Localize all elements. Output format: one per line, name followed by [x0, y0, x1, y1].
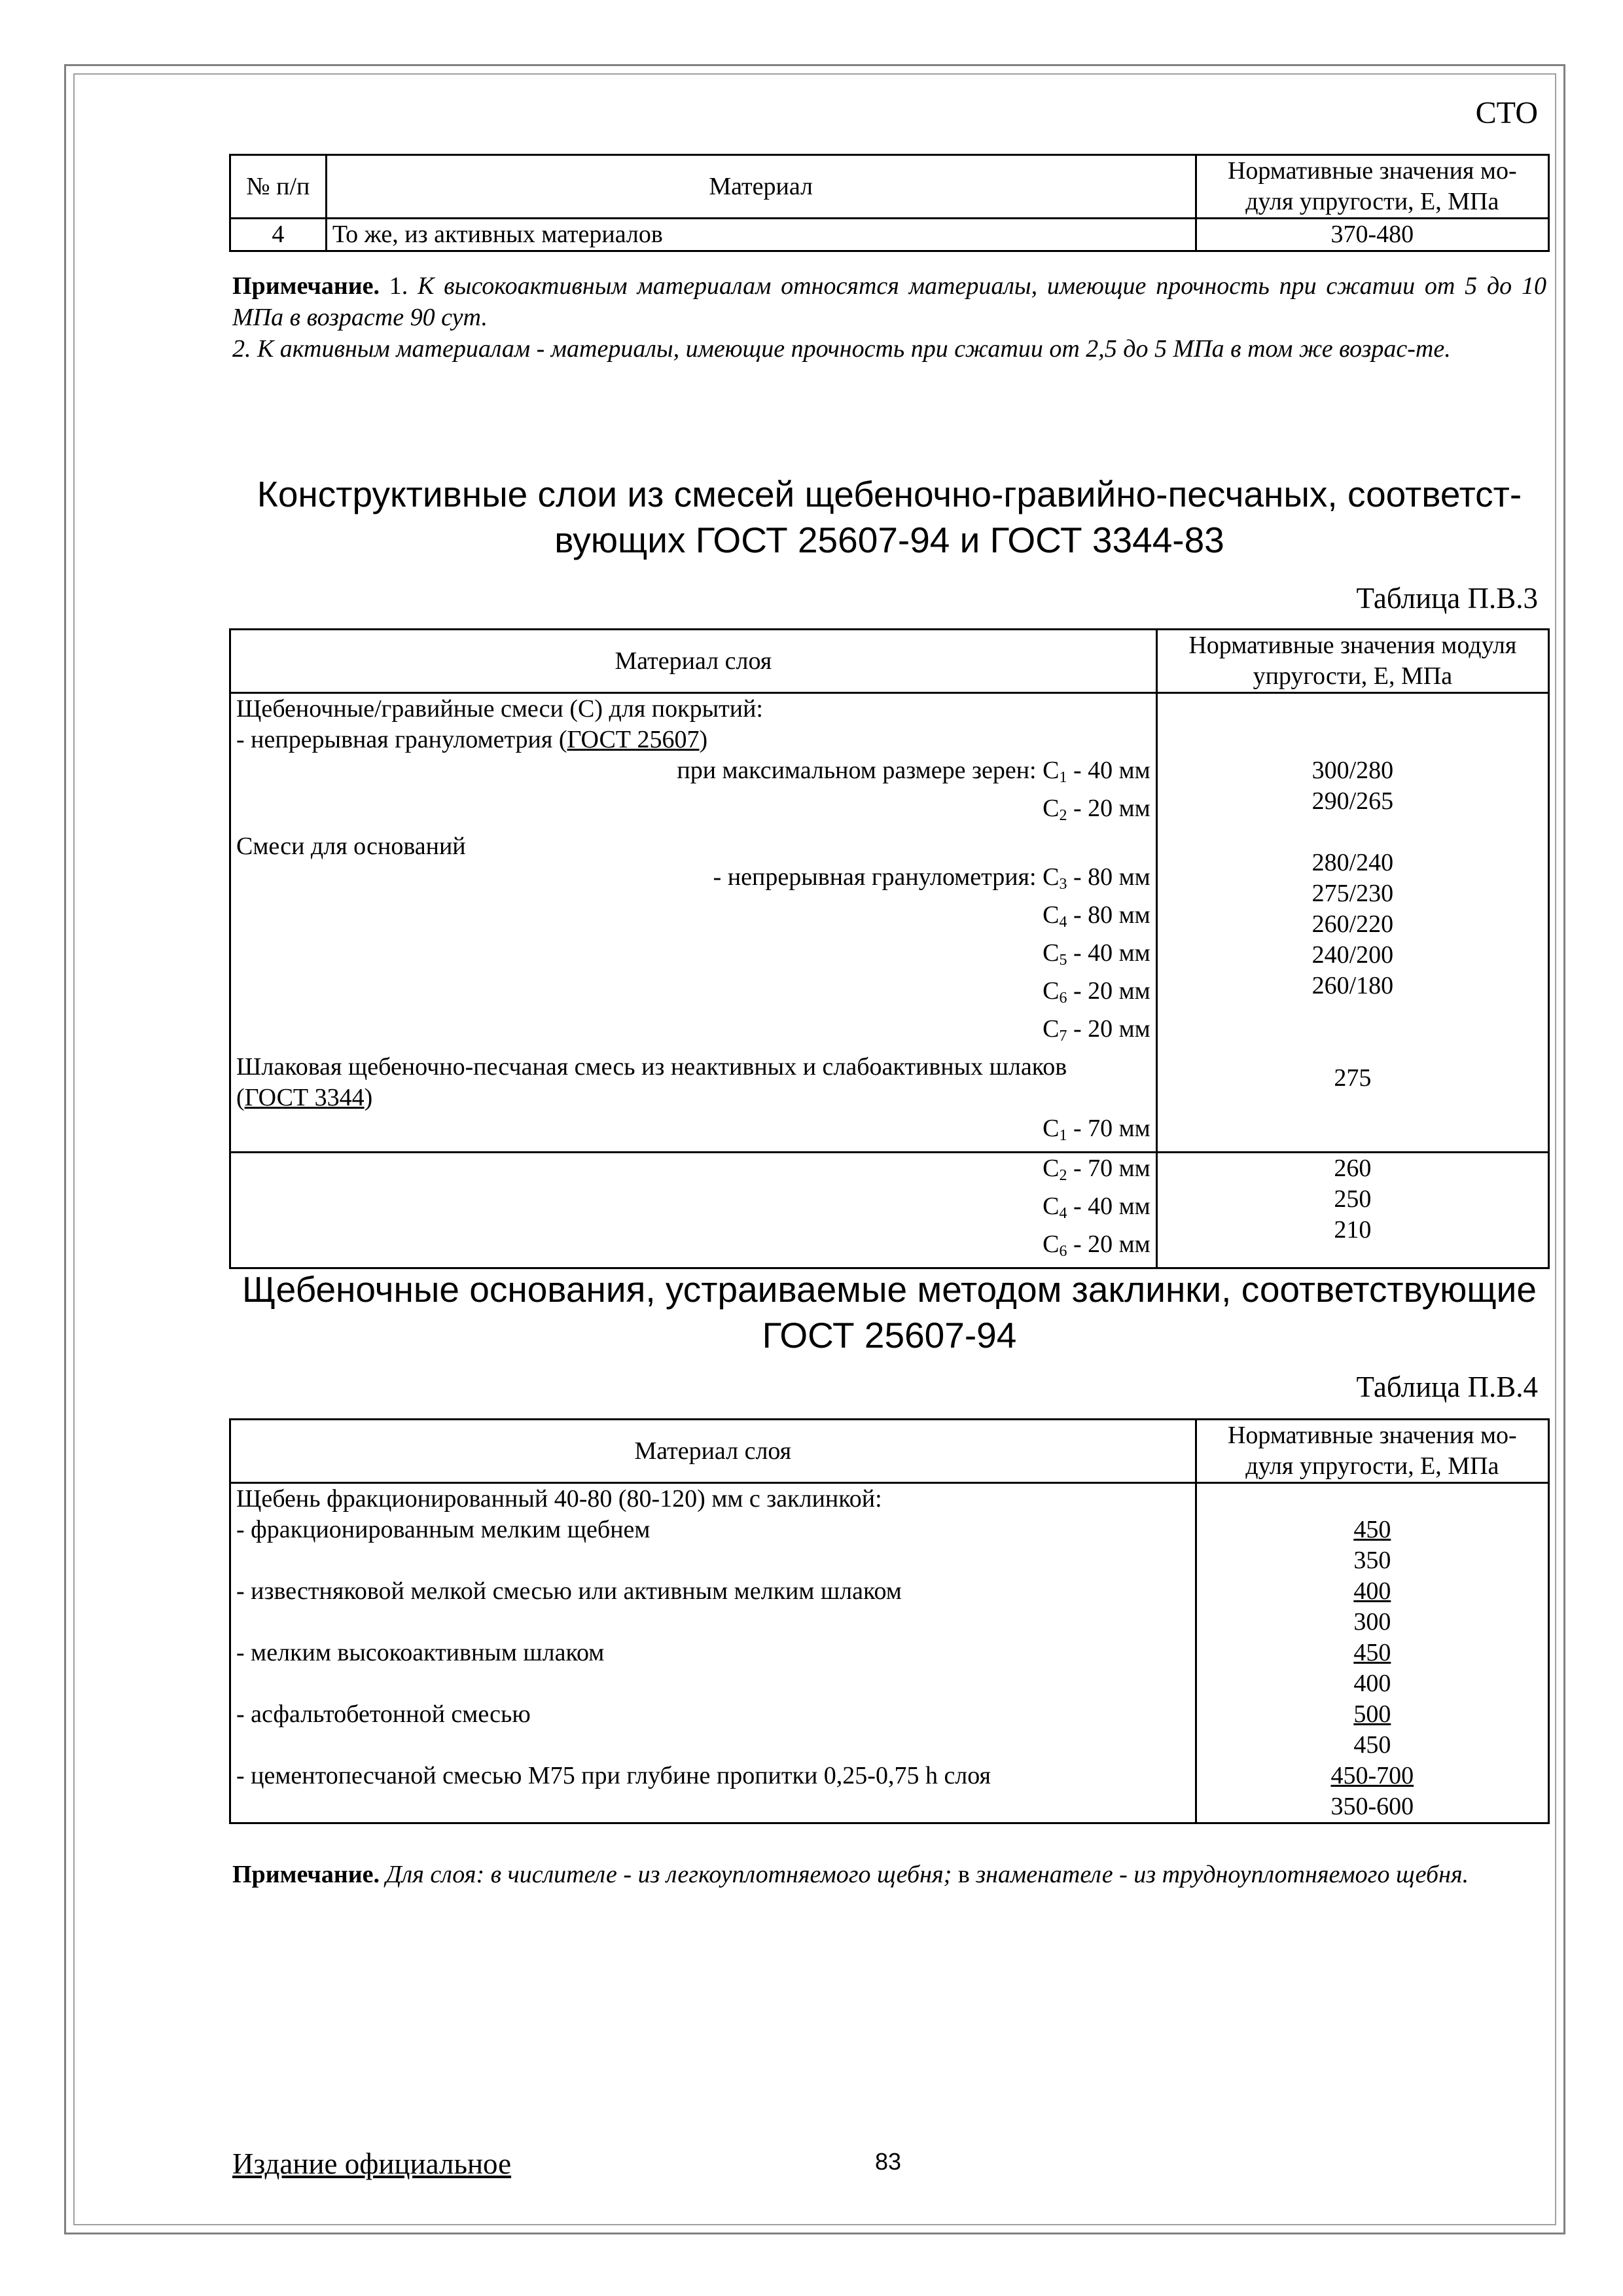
value: 250: [1334, 1185, 1372, 1213]
note-label: Примечание.: [232, 1861, 380, 1888]
denominator-value: 400: [1353, 1670, 1391, 1697]
note-text-b: в: [957, 1861, 970, 1888]
note-text-a: Для слоя: в числителе - из легкоуплотняемого щебня;: [385, 1861, 952, 1888]
note-2: [232, 1859, 1546, 1890]
list-item: - цементопесчаной смесью М75 при глубине пропитки 0,25-0,75 h слоя: [236, 1762, 991, 1789]
row-value: 370-480: [1196, 219, 1548, 251]
page-number: 83: [875, 2148, 902, 2175]
list-item: при максимальном размере зерен: $С_1 - 40$ мм: [677, 757, 1150, 786]
list-item: $С_7 - 20$ мм: [1043, 1015, 1150, 1045]
header-number: № п/п: [230, 155, 327, 219]
table-caption-3: Таблица П.В.3: [1356, 582, 1538, 615]
list-item: $С_4 - 40$ мм: [1043, 1193, 1150, 1222]
group-title: Щебень фракционированный 40-80 (80-120) мм с заклинкой:: [236, 1485, 882, 1513]
section-heading-3: Конструктивные слои из смесей щебеночно-гравийно-песчаных, соответст- вующих ГОСТ 25607-94 и ГОСТ 3344-83: [257, 474, 1522, 560]
note-label: Примечание.: [232, 272, 380, 300]
numerator-value: 450-700: [1330, 1762, 1414, 1789]
table-header-row: [230, 630, 1549, 693]
value: 260/180: [1311, 972, 1394, 999]
list-item: - непрерывная гранулометрия: $С_3 - 80$ мм: [713, 863, 1150, 893]
header-modulus: Нормативные значения мо- дуля упругости, Е, МПа: [1196, 155, 1548, 219]
note-text-c: знаменателе - из трудноуплотняемого щебня.: [976, 1861, 1469, 1888]
material-cell: [230, 693, 1157, 1153]
header-layer-material: Материал слоя: [230, 1420, 1196, 1483]
value: 275: [1334, 1064, 1372, 1092]
table-continuation: [229, 154, 1550, 252]
table-body-block-1: [230, 693, 1549, 1153]
denominator-value: 450: [1353, 1731, 1391, 1759]
edition-label: Издание официальное: [232, 2147, 512, 2180]
denominator-value: 350: [1353, 1547, 1391, 1574]
group-title: Шлаковая щебеночно-песчаная смесь из неактивных и слабоактивных шлаков: [236, 1053, 1067, 1081]
table-row: [230, 219, 1549, 251]
header-layer-material: Материал слоя: [230, 630, 1157, 693]
group-title: Смеси для оснований: [236, 833, 466, 860]
row-material: То же, из активных материалов: [326, 219, 1196, 251]
table-header-row: [230, 155, 1549, 219]
list-item: $С_2 - 20$ мм: [1043, 795, 1150, 824]
table-body: [230, 1483, 1549, 1823]
value: 300/280: [1311, 757, 1394, 784]
value-cell: [1156, 693, 1548, 1153]
document-code: СТО: [1475, 96, 1538, 130]
denominator-value: 350-600: [1330, 1793, 1414, 1820]
list-item: $С_4 - 80$ мм: [1043, 901, 1150, 931]
header-modulus: Нормативные значения мо- дуля упругости, Е, МПа: [1196, 1420, 1548, 1483]
value: 260: [1334, 1155, 1372, 1182]
value: 240/200: [1311, 941, 1394, 969]
table-3: [229, 628, 1550, 1269]
header-modulus: Нормативные значения модуля упругости, Е, МПа: [1156, 630, 1548, 693]
header-material: Материал: [326, 155, 1196, 219]
note-text-2: 2. К активным материалам - материалы, имеющие прочность при сжатии от 2,5 до 5 МПа в том же возраc-те.: [232, 335, 1451, 363]
list-item: $С_5 - 40$ мм: [1043, 939, 1150, 969]
table-body-block-2: [230, 1153, 1549, 1268]
table-caption-4: Таблица П.В.4: [1356, 1371, 1538, 1403]
list-item: $С_2 - 70$ мм: [1043, 1155, 1150, 1184]
material-cell: [230, 1483, 1196, 1823]
value-cell: [1156, 1153, 1548, 1268]
table-4: [229, 1418, 1550, 1824]
table-header-row: [230, 1420, 1549, 1483]
denominator-value: 300: [1353, 1608, 1391, 1636]
material-cell: [230, 1153, 1157, 1268]
note-lead: 1.: [389, 272, 408, 300]
value-cell: [1196, 1483, 1548, 1823]
note-text-1: К высокоактивным материалам относятся материалы, имеющие прочность при сжатии от 5 до 10 МПа в возрасте 90 сут.: [232, 272, 1546, 331]
numerator-value: 400: [1353, 1577, 1391, 1605]
list-item: - мелким высокоактивным шлаком: [236, 1639, 605, 1666]
list-item: - известняковой мелкой смесью или активным мелким шлаком: [236, 1577, 902, 1605]
list-item: - асфальтобетонной смесью: [236, 1700, 531, 1728]
list-item: $С_6 - 20$ мм: [1043, 1230, 1150, 1260]
list-item: $С_6 - 20$ мм: [1043, 977, 1150, 1007]
value: 275/230: [1311, 880, 1394, 907]
group-subtitle: - непрерывная гранулометрия (ГОСТ 25607): [236, 726, 708, 753]
numerator-value: 450: [1353, 1639, 1391, 1666]
list-item: - фракционированным мелким щебнем: [236, 1516, 651, 1543]
value: 260/220: [1311, 910, 1394, 938]
list-item: $С_1 - 70$ мм: [1043, 1115, 1150, 1144]
row-number: 4: [230, 219, 327, 251]
group-subtitle: (ГОСТ 3344): [236, 1084, 373, 1111]
value: 280/240: [1311, 849, 1394, 876]
value: 290/265: [1311, 787, 1394, 815]
group-title: Щебеночные/гравийные смеси (С) для покрытий:: [236, 695, 763, 723]
numerator-value: 450: [1353, 1516, 1391, 1543]
value: 210: [1334, 1216, 1372, 1244]
section-heading-4: Щебеночные основания, устраиваемые методом заклинки, соответствующие ГОСТ 25607-94: [242, 1269, 1537, 1355]
numerator-value: 500: [1353, 1700, 1391, 1728]
note-1: [232, 270, 1546, 365]
